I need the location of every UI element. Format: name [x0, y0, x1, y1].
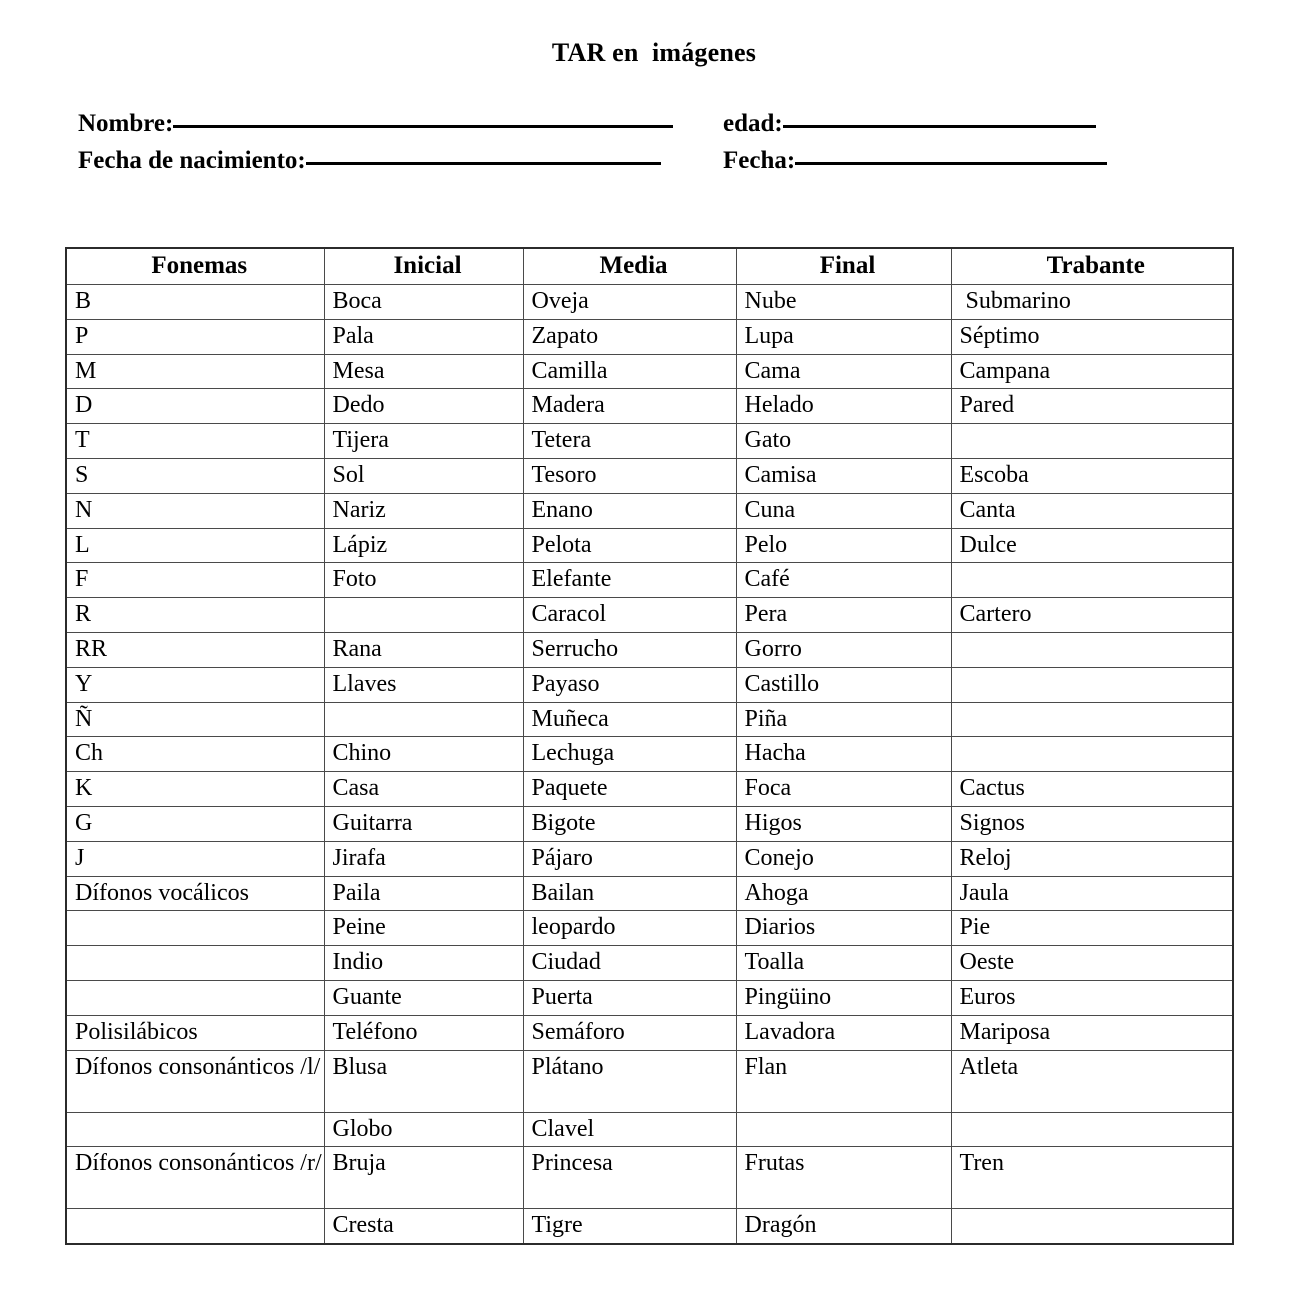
table-cell-trabante: Séptimo — [951, 319, 1233, 354]
column-header-trabante: Trabante — [951, 248, 1233, 285]
table-cell-trabante — [951, 632, 1233, 667]
table-cell-trabante — [951, 667, 1233, 702]
table-cell-final: Cuna — [736, 493, 951, 528]
table-row — [66, 528, 1233, 563]
field-input-fecha[interactable] — [795, 142, 1107, 165]
table-cell-trabante: Dulce — [951, 528, 1233, 563]
table-row — [66, 702, 1233, 737]
table-cell-inicial: Nariz — [324, 493, 523, 528]
table-cell-fonemas: P — [66, 319, 324, 354]
form-row-nacimiento-fecha — [78, 145, 1238, 182]
table-cell-trabante: Jaula — [951, 876, 1233, 911]
table-cell-fonemas: J — [66, 841, 324, 876]
table-row — [66, 1112, 1233, 1147]
table-cell-final: Gorro — [736, 632, 951, 667]
table-cell-final: Pelo — [736, 528, 951, 563]
table-row — [66, 563, 1233, 598]
table-cell-trabante — [951, 563, 1233, 598]
table-cell-fonemas: Dífonos vocálicos — [66, 876, 324, 911]
table-cell-fonemas — [66, 946, 324, 981]
column-header-media: Media — [523, 248, 736, 285]
table-cell-fonemas: Polisilábicos — [66, 1015, 324, 1050]
table-cell-inicial: Mesa — [324, 354, 523, 389]
table-row — [66, 737, 1233, 772]
table-cell-media: Tesoro — [523, 458, 736, 493]
column-header-final: Final — [736, 248, 951, 285]
table-header-row — [66, 248, 1233, 285]
table-cell-final: Hacha — [736, 737, 951, 772]
table-cell-trabante — [951, 737, 1233, 772]
table-row — [66, 598, 1233, 633]
table-cell-fonemas: T — [66, 424, 324, 459]
table-cell-inicial: Sol — [324, 458, 523, 493]
table-row — [66, 1209, 1233, 1244]
table-cell-fonemas: B — [66, 285, 324, 320]
table-cell-fonemas: RR — [66, 632, 324, 667]
table-row — [66, 493, 1233, 528]
table-cell-inicial: Tijera — [324, 424, 523, 459]
table-cell-final: Camisa — [736, 458, 951, 493]
table-cell-fonemas — [66, 1112, 324, 1147]
table-cell-media: Madera — [523, 389, 736, 424]
table-cell-media: Tetera — [523, 424, 736, 459]
table-cell-inicial: Guante — [324, 980, 523, 1015]
table-cell-final: Lupa — [736, 319, 951, 354]
table-cell-fonemas: Y — [66, 667, 324, 702]
column-header-inicial: Inicial — [324, 248, 523, 285]
table-cell-final: Conejo — [736, 841, 951, 876]
table-cell-media: Payaso — [523, 667, 736, 702]
table-row — [66, 911, 1233, 946]
table-cell-fonemas: R — [66, 598, 324, 633]
table-cell-trabante: Mariposa — [951, 1015, 1233, 1050]
table-row — [66, 319, 1233, 354]
table-cell-trabante — [951, 1209, 1233, 1244]
table-cell-final: Flan — [736, 1050, 951, 1112]
table-cell-trabante — [951, 1112, 1233, 1147]
table-cell-media: Oveja — [523, 285, 736, 320]
table-cell-final: Cama — [736, 354, 951, 389]
table-cell-media: Caracol — [523, 598, 736, 633]
table-cell-inicial — [324, 598, 523, 633]
field-fecha-nacimiento — [78, 145, 723, 175]
table-cell-inicial: Casa — [324, 772, 523, 807]
table-cell-trabante: Cartero — [951, 598, 1233, 633]
field-input-edad[interactable] — [783, 105, 1096, 128]
table-cell-media: Ciudad — [523, 946, 736, 981]
table-cell-media: Princesa — [523, 1147, 736, 1209]
table-row — [66, 285, 1233, 320]
table-row — [66, 632, 1233, 667]
table-row — [66, 667, 1233, 702]
table-cell-final: Piña — [736, 702, 951, 737]
table-row — [66, 980, 1233, 1015]
table-cell-final: Ahoga — [736, 876, 951, 911]
table-cell-final: Pingüino — [736, 980, 951, 1015]
table-cell-inicial: Paila — [324, 876, 523, 911]
table-cell-inicial: Lápiz — [324, 528, 523, 563]
table-cell-inicial: Dedo — [324, 389, 523, 424]
table-row — [66, 1147, 1233, 1209]
table-cell-trabante: Escoba — [951, 458, 1233, 493]
table-cell-inicial: Indio — [324, 946, 523, 981]
field-nombre — [78, 108, 723, 138]
table-cell-trabante: Atleta — [951, 1050, 1233, 1112]
table-cell-trabante: Pared — [951, 389, 1233, 424]
table-row — [66, 806, 1233, 841]
table-cell-trabante: Campana — [951, 354, 1233, 389]
table-cell-fonemas — [66, 980, 324, 1015]
table-row — [66, 772, 1233, 807]
table-cell-fonemas: D — [66, 389, 324, 424]
table-cell-media: Pájaro — [523, 841, 736, 876]
table-cell-final: Nube — [736, 285, 951, 320]
table-cell-media: Enano — [523, 493, 736, 528]
table-cell-fonemas: S — [66, 458, 324, 493]
table-row — [66, 1015, 1233, 1050]
table-cell-media: Clavel — [523, 1112, 736, 1147]
table-cell-media: Lechuga — [523, 737, 736, 772]
table-body — [66, 285, 1233, 1245]
page-title: TAR en imágenes — [551, 38, 757, 67]
table-cell-inicial: Cresta — [324, 1209, 523, 1244]
table-cell-inicial: Guitarra — [324, 806, 523, 841]
table-cell-trabante — [951, 424, 1233, 459]
table-cell-final: Castillo — [736, 667, 951, 702]
table-cell-trabante: Oeste — [951, 946, 1233, 981]
table-cell-media: Bigote — [523, 806, 736, 841]
table-cell-trabante: Tren — [951, 1147, 1233, 1209]
table-cell-final: Café — [736, 563, 951, 598]
table-cell-media: Semáforo — [523, 1015, 736, 1050]
table-cell-media: Puerta — [523, 980, 736, 1015]
table-cell-inicial: Blusa — [324, 1050, 523, 1112]
field-edad — [723, 108, 1096, 138]
table-row — [66, 946, 1233, 981]
table-header — [66, 248, 1233, 285]
table-cell-fonemas: L — [66, 528, 324, 563]
table-cell-fonemas: K — [66, 772, 324, 807]
field-fecha — [723, 145, 1107, 175]
table-row — [66, 424, 1233, 459]
table-cell-final: Frutas — [736, 1147, 951, 1209]
table-row — [66, 1050, 1233, 1112]
table-row — [66, 389, 1233, 424]
table-row — [66, 841, 1233, 876]
table-cell-final: Diarios — [736, 911, 951, 946]
table-cell-inicial: Bruja — [324, 1147, 523, 1209]
field-input-nombre[interactable] — [173, 105, 673, 128]
table-cell-trabante: Cactus — [951, 772, 1233, 807]
table-cell-inicial: Chino — [324, 737, 523, 772]
table-cell-final: Foca — [736, 772, 951, 807]
table-cell-media: Camilla — [523, 354, 736, 389]
field-label-fecha-nacimiento: Fecha de nacimiento: — [78, 147, 306, 174]
field-label-nombre: Nombre: — [78, 110, 174, 137]
table-cell-fonemas: Ñ — [66, 702, 324, 737]
table-cell-trabante: Signos — [951, 806, 1233, 841]
table-cell-media: leopardo — [523, 911, 736, 946]
table-cell-fonemas: Dífonos consonánticos /l/ — [66, 1050, 324, 1112]
table-cell-inicial: Jirafa — [324, 841, 523, 876]
table-cell-media: Serrucho — [523, 632, 736, 667]
patient-info-form — [78, 108, 1238, 182]
table-cell-final — [736, 1112, 951, 1147]
table-cell-media: Bailan — [523, 876, 736, 911]
field-label-fecha: Fecha: — [723, 147, 796, 174]
table-cell-inicial: Rana — [324, 632, 523, 667]
table-cell-inicial: Globo — [324, 1112, 523, 1147]
table-cell-media: Paquete — [523, 772, 736, 807]
table-cell-fonemas — [66, 911, 324, 946]
table-cell-trabante: Pie — [951, 911, 1233, 946]
table-cell-fonemas — [66, 1209, 324, 1244]
table-cell-final: Lavadora — [736, 1015, 951, 1050]
table-cell-final: Higos — [736, 806, 951, 841]
table-cell-trabante — [951, 702, 1233, 737]
table-cell-final: Gato — [736, 424, 951, 459]
table-cell-fonemas: Ch — [66, 737, 324, 772]
table-cell-fonemas: Dífonos consonánticos /r/ — [66, 1147, 324, 1209]
table-cell-fonemas: F — [66, 563, 324, 598]
table-cell-media: Elefante — [523, 563, 736, 598]
table-cell-media: Muñeca — [523, 702, 736, 737]
table-cell-fonemas: G — [66, 806, 324, 841]
table-row — [66, 458, 1233, 493]
table-cell-inicial: Pala — [324, 319, 523, 354]
table-cell-fonemas: N — [66, 493, 324, 528]
table-cell-inicial: Llaves — [324, 667, 523, 702]
table-cell-media: Tigre — [523, 1209, 736, 1244]
table-cell-inicial — [324, 702, 523, 737]
table-cell-inicial: Boca — [324, 285, 523, 320]
table-cell-fonemas: M — [66, 354, 324, 389]
table-cell-media: Pelota — [523, 528, 736, 563]
table-cell-trabante: Reloj — [951, 841, 1233, 876]
table-row — [66, 876, 1233, 911]
table-cell-trabante: Canta — [951, 493, 1233, 528]
table-cell-final: Pera — [736, 598, 951, 633]
table-cell-final: Toalla — [736, 946, 951, 981]
field-label-edad: edad: — [723, 110, 783, 137]
table-cell-inicial: Teléfono — [324, 1015, 523, 1050]
table-cell-trabante: Submarino — [951, 285, 1233, 320]
phoneme-table — [65, 247, 1234, 1245]
table-cell-final: Helado — [736, 389, 951, 424]
column-header-fonemas: Fonemas — [66, 248, 324, 285]
table-cell-inicial: Foto — [324, 563, 523, 598]
table-cell-inicial: Peine — [324, 911, 523, 946]
table-cell-final: Dragón — [736, 1209, 951, 1244]
table-row — [66, 354, 1233, 389]
field-input-fecha-nacimiento[interactable] — [306, 142, 661, 165]
form-row-nombre-edad — [78, 108, 1238, 145]
table-cell-media: Zapato — [523, 319, 736, 354]
table-cell-media: Plátano — [523, 1050, 736, 1112]
table-cell-trabante: Euros — [951, 980, 1233, 1015]
